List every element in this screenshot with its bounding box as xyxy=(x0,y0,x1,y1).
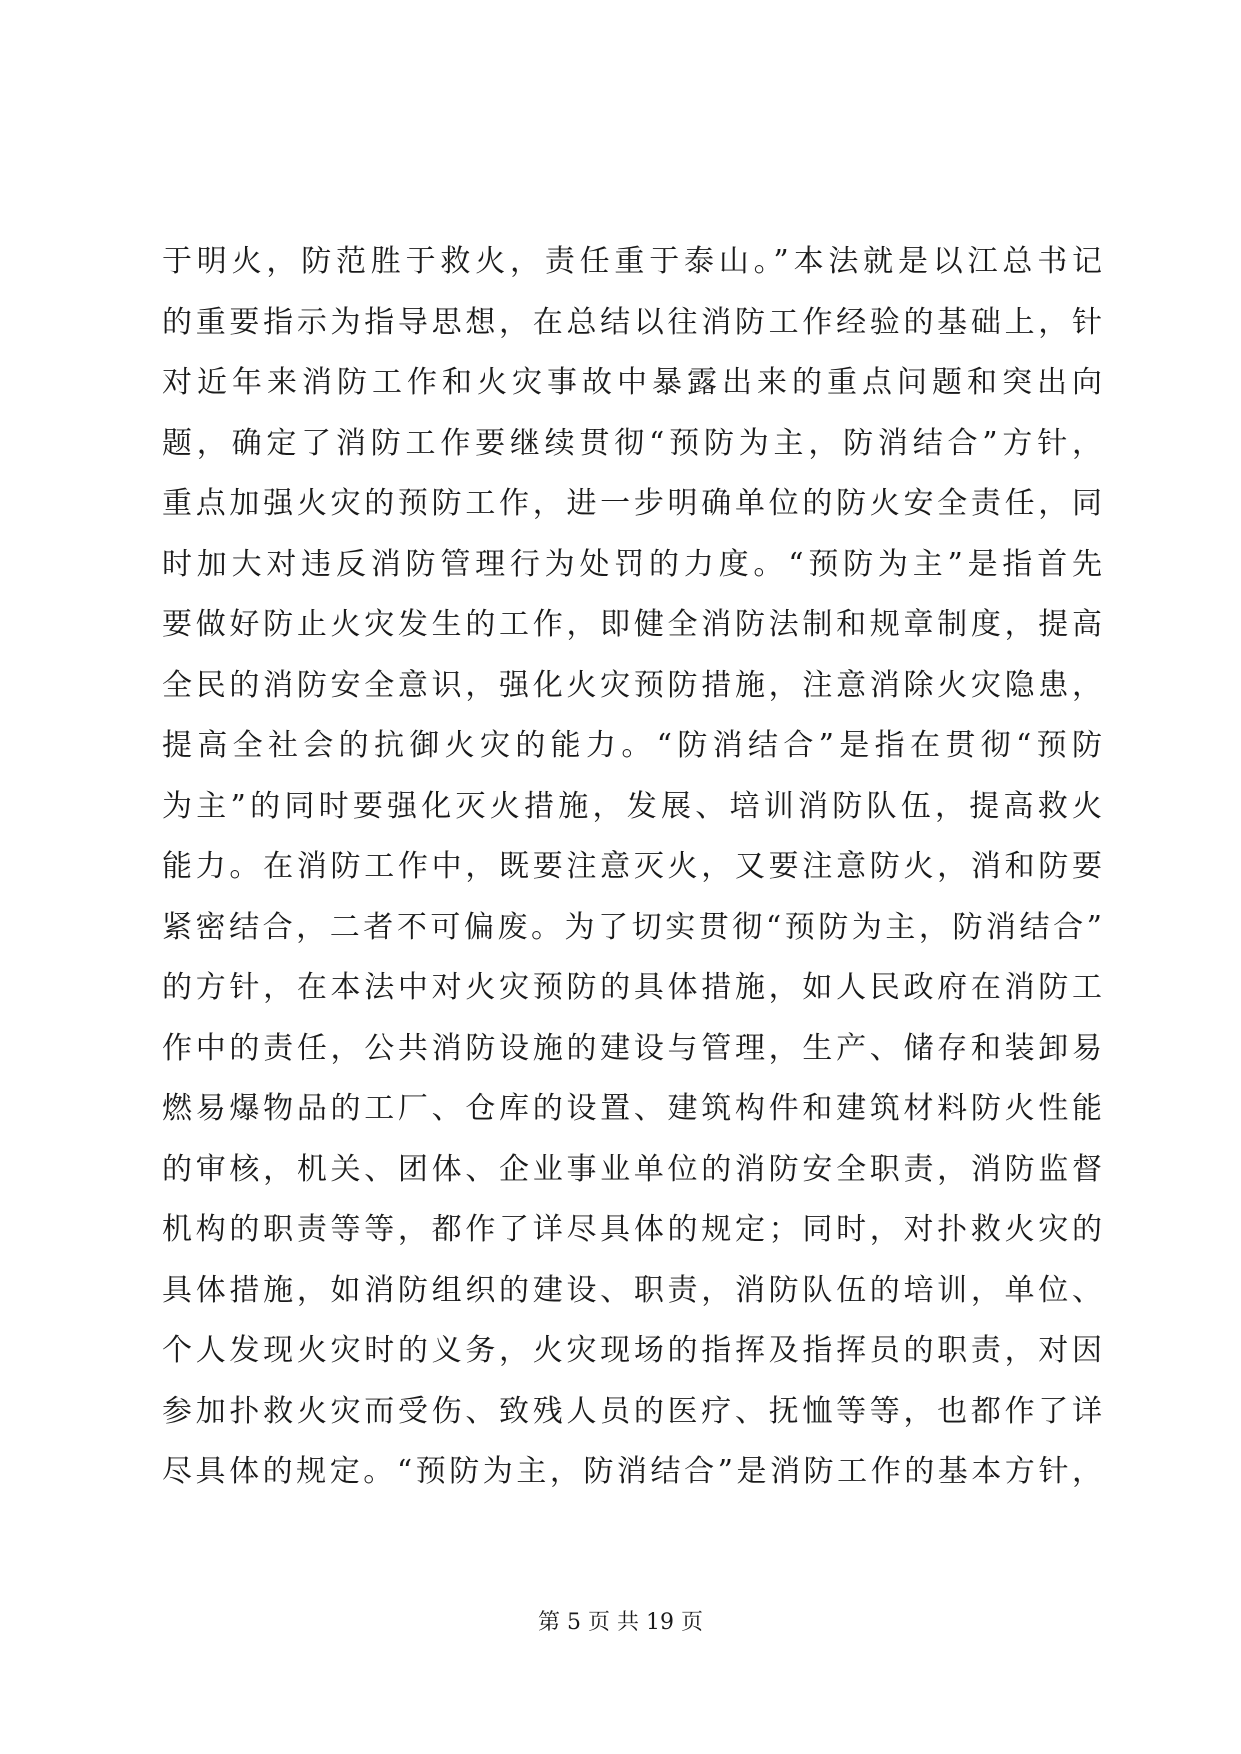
text-line: 的审核，机关、团体、企业事业单位的消防安全职责，消防监督 xyxy=(162,1151,1102,1187)
text-line: 重点加强火灾的预防工作，进一步明确单位的防火安全责任，同 xyxy=(162,486,1102,521)
text-line: 对近年来消防工作和火灾事故中暴露出来的重点问题和突出向 xyxy=(162,365,1102,400)
body-text xyxy=(162,232,1102,1503)
text-line: 作中的责任，公共消防设施的建设与管理，生产、储存和装卸易 xyxy=(162,1030,1102,1066)
text-line: 的重要指示为指导思想，在总结以往消防工作经验的基础上，针 xyxy=(162,304,1102,340)
text-line: 燃易爆物品的工厂、仓库的设置、建筑构件和建筑材料防火性能 xyxy=(162,1091,1102,1126)
text-line: 紧密结合，二者不可偏废。为了切实贯彻“预防为主，防消结合” xyxy=(162,909,1102,945)
text-line: 具体措施，如消防组织的建设、职责，消防队伍的培训，单位、 xyxy=(162,1272,1102,1308)
text-line: 机构的职责等等，都作了详尽具体的规定；同时，对扑救火灾的 xyxy=(162,1212,1102,1247)
text-line: 能力。在消防工作中，既要注意灭火，又要注意防火，消和防要 xyxy=(162,849,1102,884)
text-line: 尽具体的规定。“预防为主，防消结合”是消防工作的基本方针， xyxy=(162,1454,1102,1489)
text-line: 要做好防止火灾发生的工作，即健全消防法制和规章制度，提高 xyxy=(162,607,1102,642)
text-line: 为主”的同时要强化灭火措施，发展、培训消防队伍，提高救火 xyxy=(162,788,1102,824)
page-footer xyxy=(0,1608,1241,1638)
text-line: 时加大对违反消防管理行为处罚的力度。“预防为主”是指首先 xyxy=(162,546,1102,582)
text-line: 题，确定了消防工作要继续贯彻“预防为主，防消结合”方针， xyxy=(162,425,1102,461)
text-line: 全民的消防安全意识，强化火灾预防措施，注意消除火灾隐患， xyxy=(162,667,1102,703)
text-line: 个人发现火灾时的义务，火灾现场的指挥及指挥员的职责，对因 xyxy=(162,1333,1102,1368)
text-line: 参加扑救火灾而受伤、致残人员的医疗、抚恤等等，也都作了详 xyxy=(162,1393,1102,1429)
page-number: 第 5 页 共 19 页 xyxy=(538,1610,703,1635)
text-line: 提高全社会的抗御火灾的能力。“防消结合”是指在贯彻“预防 xyxy=(162,728,1102,763)
text-line: 于明火，防范胜于救火，责任重于泰山。”本法就是以江总书记 xyxy=(162,244,1102,279)
text-line: 的方针，在本法中对火灾预防的具体措施，如人民政府在消防工 xyxy=(162,970,1102,1005)
